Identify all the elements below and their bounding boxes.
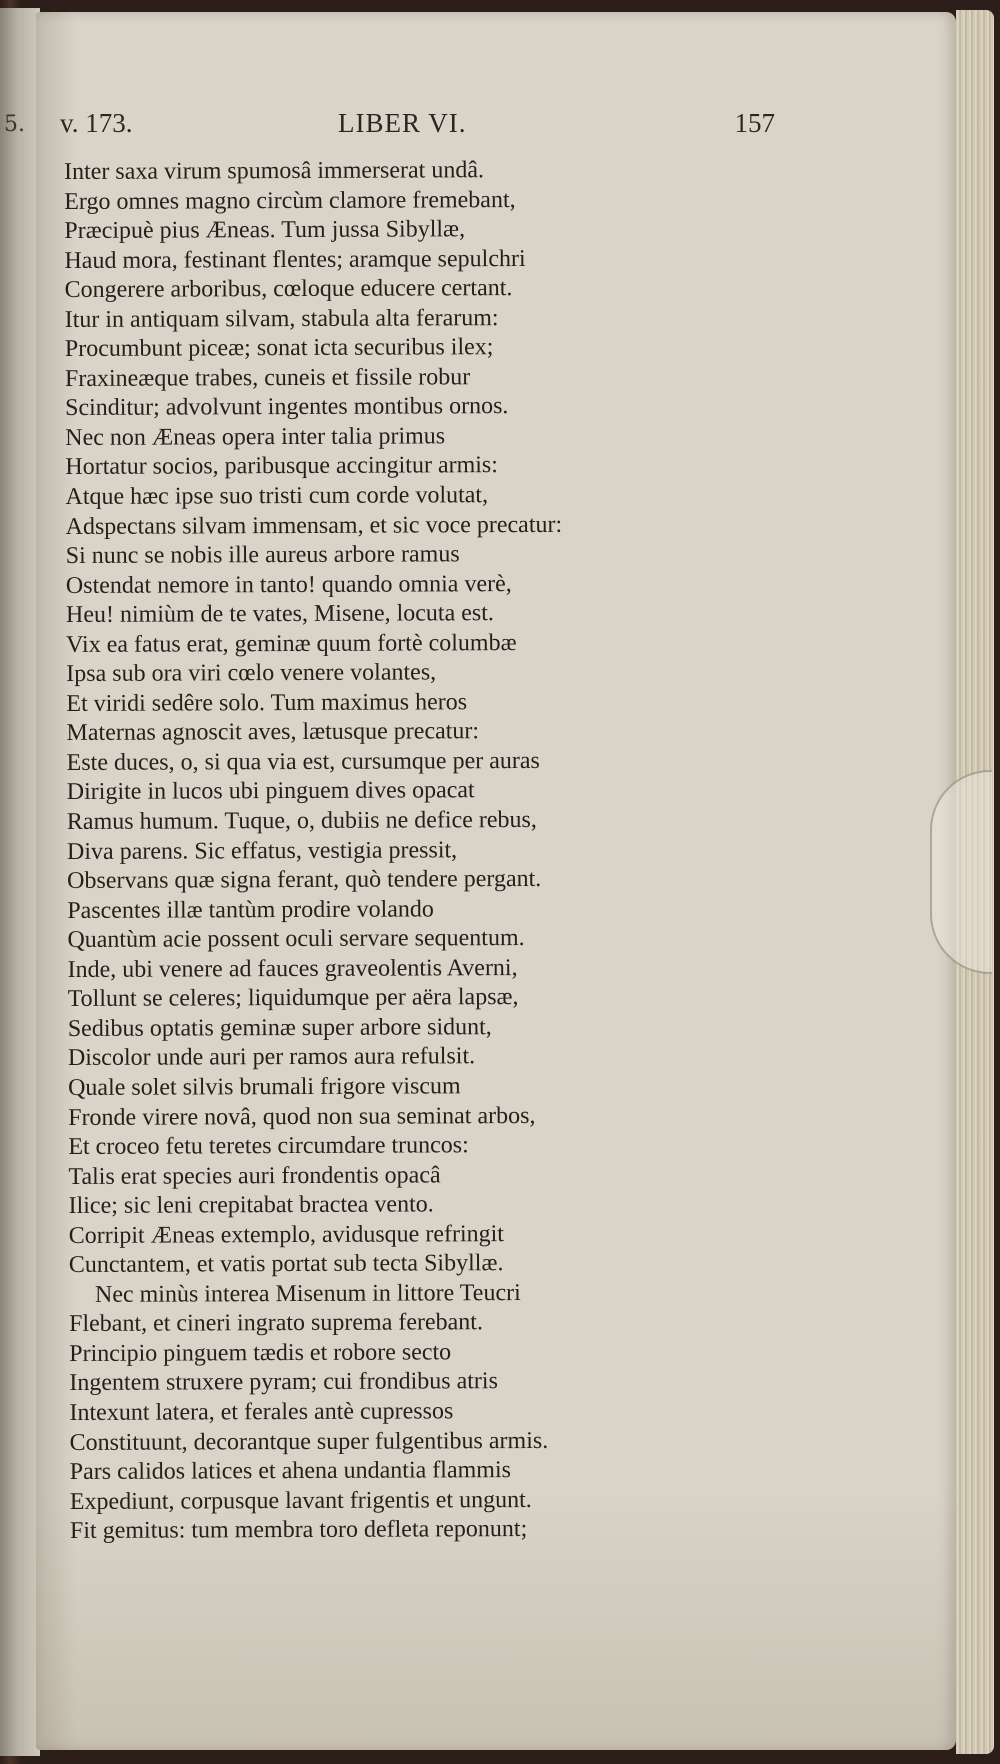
verse-line: Principio pinguem tædis et robore secto xyxy=(69,1339,452,1367)
verse-line: Nec non Æneas opera inter talia primus xyxy=(65,423,446,451)
verse-line: Discolor unde auri per ramos aura refulsit. xyxy=(67,1043,476,1072)
thumb-notch xyxy=(930,770,992,974)
verse-line: Fit gemitus: tum membra toro defleta reponunt; xyxy=(69,1516,528,1545)
verse-line: Et viridi sedêre solo. Tum maximus heros xyxy=(66,689,468,717)
verse-line: Nec minùs interea Misenum in littore Teucri xyxy=(94,1279,521,1308)
book-title: LIBER VI. xyxy=(338,108,467,138)
verse-line: Vix ea fatus erat, geminæ quum fortè columbæ xyxy=(66,629,517,658)
verse-line: Haud mora, festinant flentes; aramque sepulchri xyxy=(64,245,526,274)
running-head xyxy=(60,108,780,144)
verse-line: Atque hæc ipse suo tristi cum corde volutat, xyxy=(65,482,489,511)
verse-line: Ostendat nemore in tanto! quando omnia verè, xyxy=(65,570,512,599)
verse-line: Pars calidos latices et ahena undantia flammis xyxy=(69,1457,511,1486)
verse-line: Tollunt se celeres; liquidumque per aëra lapsæ, xyxy=(67,984,519,1013)
verse-line: Fraxineæque trabes, cuneis et fissile robur xyxy=(64,364,471,392)
verse-line: Itur in antiquam silvam, stabula alta ferarum: xyxy=(64,304,499,333)
verse-line: Congerere arboribus, cœloque educere certant. xyxy=(64,275,513,304)
verse-line: Fronde virere novâ, quod non sua seminat arbos, xyxy=(68,1102,536,1131)
previous-page-mark: 5. xyxy=(4,112,25,137)
verse-line: Quale solet silvis brumali frigore viscum xyxy=(68,1073,461,1101)
verse-line: Ipsa sub ora viri cœlo venere volantes, xyxy=(66,659,437,688)
verse-line: Expediunt, corpusque lavant frigentis et ungunt. xyxy=(69,1486,532,1515)
verse-line: Flebant, et cineri ingrato suprema ferebant. xyxy=(69,1309,483,1338)
verse-text xyxy=(64,155,790,1547)
verse-line: Præcipuè pius Æneas. Tum jussa Sibyllæ, xyxy=(64,216,466,245)
verse-line: Este duces, o, si qua via est, cursumque per auras xyxy=(66,747,540,776)
verse-line: Pascentes illæ tantùm prodire volando xyxy=(67,896,434,924)
verse-line: Diva parens. Sic effatus, vestigia pressit, xyxy=(66,836,458,865)
verse-line: Sedibus optatis geminæ super arbore sidunt, xyxy=(67,1014,492,1042)
verse-line: Ergo omnes magno circùm clamore fremebant, xyxy=(64,186,516,215)
page-number: 157 xyxy=(734,108,775,138)
verse-line: Scinditur; advolvunt ingentes montibus ornos. xyxy=(65,393,509,422)
verse-reference: v. 173. xyxy=(60,108,133,138)
verse-line: Heu! nimiùm de te vates, Misene, locuta est. xyxy=(65,600,494,629)
verse-line: Hortatur socios, paribusque accingitur armis: xyxy=(65,452,498,481)
verse-line: Si nunc se nobis ille aureus arbore ramus xyxy=(65,541,460,570)
verse-line: Procumbunt piceæ; sonat icta securibus ilex; xyxy=(64,334,494,363)
verse-line: Constituunt, decorantque super fulgentibus armis. xyxy=(69,1427,549,1456)
verse-line: Et croceo fetu teretes circumdare truncos: xyxy=(68,1132,469,1161)
verse-line: Talis erat species auri frondentis opacâ xyxy=(68,1161,441,1190)
verse-line: Inde, ubi venere ad fauces graveolentis Averni, xyxy=(67,954,518,983)
verse-line: Inter saxa virum spumosâ immerserat undâ. xyxy=(64,157,485,185)
verse-line: Dirigite in lucos ubi pinguem dives opacat xyxy=(66,777,475,806)
verse-line: Intexunt latera, et ferales antè cupressos xyxy=(69,1398,454,1426)
verse-line: Corripit Æneas extemplo, avidusque refringit xyxy=(68,1220,504,1249)
verse-line: Maternas agnoscit aves, lætusque precatur: xyxy=(66,718,480,747)
verse-line: Ilice; sic leni crepitabat bractea vento. xyxy=(68,1191,434,1220)
verse-line: Observans quæ signa ferant, quò tendere pergant. xyxy=(67,866,542,895)
verse-line: Cunctantem, et vatis portat sub tecta Sibyllæ. xyxy=(68,1250,504,1279)
verse-line: Adspectans silvam immensam, et sic voce precatur: xyxy=(65,511,563,540)
previous-page-edge xyxy=(0,8,40,1756)
verse-line: Ramus humum. Tuque, o, dubiis ne defice rebus, xyxy=(66,806,537,836)
verse-line: Ingentem struxere pyram; cui frondibus atris xyxy=(69,1368,498,1397)
verse-line: Quantùm acie possent oculi servare sequentum. xyxy=(67,925,525,954)
